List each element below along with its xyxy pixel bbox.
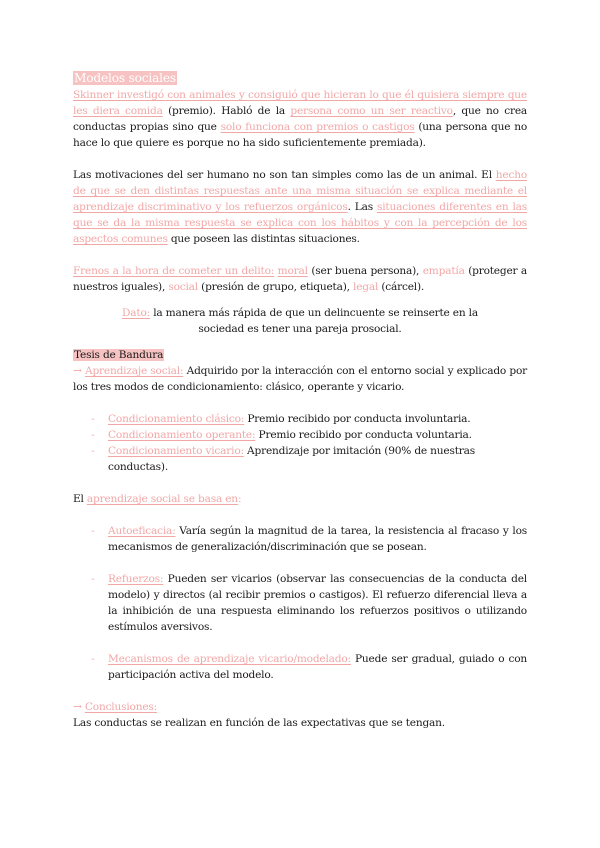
conclusions-heading <box>73 699 527 715</box>
spacer <box>73 151 527 167</box>
highlight-empathy: empatía <box>422 265 465 277</box>
text-span: (proteger a nuestros iguales), <box>73 265 528 293</box>
highlight-brakes: Frenos a la hora de cometer un delito: <box>73 265 275 277</box>
text-span: Adquirido por la interacción con el entorno social y explicado por los tres modos de condicionamiento: clásico, operante y vicario. <box>73 365 528 393</box>
text-span: la manera más rápida de que un delincuente se reinserte en la <box>150 307 478 319</box>
list-item <box>73 651 527 683</box>
highlight-reactive: persona como un ser reactivo <box>290 105 453 117</box>
text-span: que poseen las distintas situaciones. <box>167 233 360 245</box>
list-item-term: Refuerzos: <box>108 573 164 585</box>
section-title <box>73 70 527 87</box>
spacer <box>73 635 527 651</box>
text-span: Las motivaciones del ser humano no son tan simples como las de un animal. El <box>73 169 496 181</box>
highlight-habits: situaciones diferentes en las que se da la misma respuesta se explica con los hábitos y con la percepción de los aspectos comunes <box>73 201 527 245</box>
list-item-text: Premio recibido por conducta voluntaria. <box>255 429 472 441</box>
paragraph-skinner <box>73 87 527 151</box>
text-span: (cárcel). <box>378 281 425 293</box>
dash-icon: - <box>91 653 95 665</box>
bandura-heading-text: Tesis de Bandura <box>74 349 164 361</box>
text-span: , que no crea conductas propias sino que <box>73 105 528 133</box>
conclusions-text: Las conductas se realizan en función de las expectativas que se tengan. <box>73 717 445 729</box>
list-item-term: Condicionamiento vicario: <box>108 445 244 457</box>
list-item-term: Condicionamiento clásico: <box>108 413 245 425</box>
list-item-text: Varía según la magnitud de la tarea, la resistencia al fracaso y los mecanismos de generalización/discriminación que se posean. <box>108 525 527 553</box>
highlight-moral: moral <box>277 265 308 277</box>
arrow-icon: → <box>73 365 82 377</box>
bandura-heading <box>73 347 527 363</box>
dash-icon: - <box>91 525 95 537</box>
list-item-term: Mecanismos de aprendizaje vicario/modelado: <box>108 653 351 665</box>
highlight-social-learning: Aprendizaje social: <box>85 365 184 377</box>
paragraph-brakes <box>73 263 527 295</box>
spacer <box>73 555 527 571</box>
list-item <box>73 443 527 475</box>
section-title-text: Modelos sociales <box>74 71 176 85</box>
paragraph-social-learning <box>73 363 527 395</box>
list-item-term: Condicionamiento operante: <box>108 429 256 441</box>
conditioning-list <box>73 411 527 475</box>
highlight-legal: legal <box>353 281 379 293</box>
spacer <box>73 247 527 263</box>
arrow-icon: → <box>73 701 82 713</box>
highlight-social: social <box>168 281 198 293</box>
dash-icon: - <box>91 413 95 425</box>
text-span: El <box>73 493 87 505</box>
dash-icon: - <box>91 429 95 441</box>
text-span: (presión de grupo, etiqueta), <box>197 281 353 293</box>
list-item-text: Puede ser gradual, guiado o con participación activa del modelo. <box>108 653 527 681</box>
highlight-skinner: Skinner investigó con animales y consiguió que hicieran lo que él quisiera siempre que les diera comida <box>73 89 527 117</box>
highlight-rewards: solo funciona con premios o castigos <box>220 121 415 133</box>
list-item-text: Pueden ser vicarios (observar las consecuencias de la conducta del modelo) y directos (al recibir premios o castigos). El refuerzo diferencial lleva a la inhibición de una respuesta eliminando los refuerzos positivos o utilizando estímulos aversivos. <box>108 573 527 633</box>
dato-line-1 <box>73 305 527 321</box>
document-content <box>73 70 527 731</box>
list-item <box>73 427 527 443</box>
dato-line-2: sociedad es tener una pareja prosocial. <box>198 323 402 335</box>
spacer <box>73 295 527 305</box>
highlight-discriminative: hecho de que se den distintas respuestas ante una misma situación se explica mediante el aprendizaje discriminativo y los refuerzos orgánicos <box>73 169 527 213</box>
text-span: (una persona que no hace lo que quiere es porque no ha sido suficientemente premiada). <box>73 121 527 149</box>
dash-icon: - <box>91 573 95 585</box>
spacer <box>73 683 527 699</box>
spacer <box>73 337 527 347</box>
highlight-conclusions: Conclusiones: <box>84 701 158 713</box>
text-span: . Las <box>347 201 377 213</box>
list-item <box>73 571 527 635</box>
list-item-text: Premio recibido por conducta involuntaria. <box>244 413 471 425</box>
paragraph-motivations <box>73 167 527 247</box>
dato-label: Dato: <box>122 307 151 319</box>
list-item-text: Aprendizaje por imitación (90% de nuestras conductas). <box>108 445 475 473</box>
paragraph-basis <box>73 491 527 507</box>
basis-list <box>73 523 527 683</box>
text-span: : <box>237 493 242 505</box>
list-item <box>73 523 527 555</box>
spacer <box>73 507 527 523</box>
list-item-term: Autoeficacia: <box>108 525 176 537</box>
list-item <box>73 411 527 427</box>
spacer <box>73 475 527 491</box>
text-span: (ser buena persona), <box>307 265 423 277</box>
dash-icon: - <box>91 445 95 457</box>
text-span: (premio). Habló de la <box>162 105 291 117</box>
highlight-basis: aprendizaje social se basa en <box>86 493 238 505</box>
spacer <box>73 395 527 411</box>
